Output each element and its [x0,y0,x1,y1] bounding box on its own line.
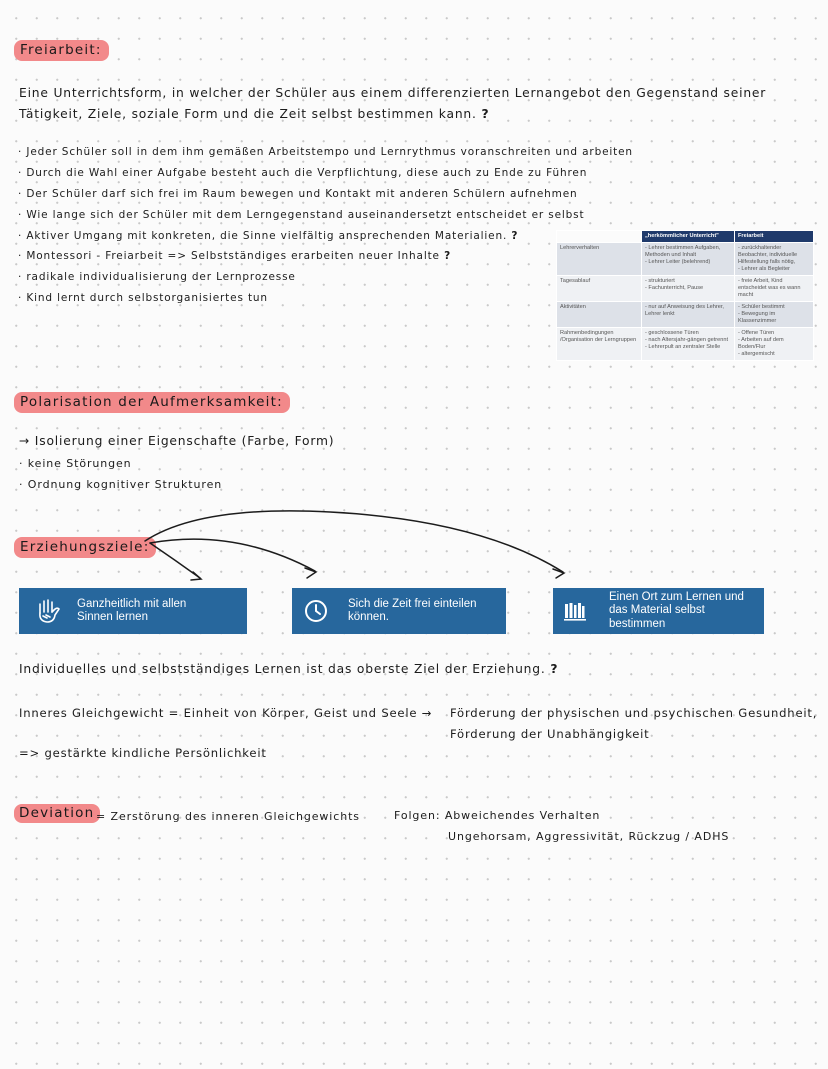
goal-card-place [553,588,764,634]
table-cell: Lehrerverhalten [557,242,642,275]
question-mark-icon: ? [550,662,559,676]
bullet-item: · Wie lange sich der Schüler mit dem Lerngegenstand auseinandersetzt entscheidet er selbst [18,209,585,221]
summary-line [19,662,558,676]
definition-line-2-text: Tätigkeit, Ziele, soziale Form und die Zeit selbst bestimmen kann. [19,107,477,121]
deviation-term: Deviation [14,804,100,823]
bullet-text: · Montessori - Freiarbeit => Selbstständiges erarbeiten neuer Inhalte [18,250,440,262]
books-icon [555,600,595,622]
clock-icon [296,598,336,624]
table-cell: - Schüler bestimmt - Bewegung im Klassenzimmer [735,301,814,327]
table-cell: - freie Arbeit, Kind entscheidet was es wann macht [735,275,814,301]
foerderung-line-1: Förderung der physischen und psychischen Gesundheit, [450,706,818,720]
table-cell: Rahmenbedingungen /Organisation der Lerngruppen [557,327,642,360]
table-cell: - geschlossene Türen - nach Altersjahr-gängen getrennt - Lehrerpult an zentraler Stelle [642,327,735,360]
goal-card-time [292,588,506,634]
goal-card-holistic [19,588,247,634]
polarisation-line: · keine Störungen [19,457,132,470]
table-header-cell: „herkömmlicher Unterricht" [642,231,735,243]
persoenlichkeit-line: => gestärkte kindliche Persönlichkeit [19,746,267,760]
definition-line-1: Eine Unterrichtsform, in welcher der Schüler aus einem differenzierten Lernangebot den Gegenstand seiner [19,86,767,100]
bullet-item: · radikale individualisierung der Lernprozesse [18,271,296,283]
bullet-text: · Aktiver Umgang mit konkreten, die Sinne vielfältig ansprechenden Materialien. [18,230,508,242]
table-cell: - nur auf Anweisung des Lehrer, Lehrer lenkt [642,301,735,327]
question-mark-icon: ? [444,250,452,262]
arrowhead-icon [305,568,316,578]
table-cell: - Lehrer bestimmen Aufgaben, Methoden und Inhalt - Lehrer Leiter (belehrend) [642,242,735,275]
bullet-item: · Der Schüler darf sich frei im Raum bewegen und Kontakt mit anderen Schülern aufnehmen [18,188,578,200]
freiarbeit-heading: Freiarbeit: [14,40,109,61]
arrow-to-card-1 [150,543,200,578]
polarisation-line: → Isolierung einer Eigenschafte (Farbe, Form) [19,434,335,448]
gleichgewicht-line: Inneres Gleichgewicht = Einheit von Körper, Geist und Seele → [19,706,433,720]
table-cell: - Offene Türen - Arbeiten auf dem Boden/Flur - altergemischt [735,327,814,360]
deviation-definition: = Zerstörung des inneren Gleichgewichts [96,810,360,823]
arrow-to-card-3 [145,511,563,572]
arrow-to-card-2 [150,539,315,571]
foerderung-line-2: Förderung der Unabhängigkeit [450,727,650,741]
deviation-folgen-list: Ungehorsam, Aggressivität, Rückzug / ADHS [448,830,730,843]
summary-text: Individuelles und selbstständiges Lernen ist das oberste Ziel der Erziehung. [19,662,546,676]
table-cell: - strukturiert - Fachunterricht, Pause [642,275,735,301]
polarisation-heading: Polarisation der Aufmerksamkeit: [14,392,290,413]
table-header-cell: Freiarbeit [735,231,814,243]
hand-icon [29,597,69,625]
bullet-item: · Durch die Wahl einer Aufgabe besteht auch die Verpflichtung, diese auch zu Ende zu Führen [18,167,588,179]
question-mark-icon: ? [481,107,490,121]
goal-card-label: Ganzheitlich mit allen Sinnen lernen [77,597,187,623]
bullet-item: · Kind lernt durch selbstorganisiertes tun [18,292,268,304]
bullet-item: · Jeder Schüler soll in dem ihm gemäßen Arbeitstempo und Lernrythmus voranschreiten und arbeiten [18,146,633,158]
goal-card-label: Sich die Zeit frei einteilen können. [348,597,477,623]
table-cell: Tagesablauf [557,275,642,301]
table-cell: Aktivitäten [557,301,642,327]
goal-card-label: Einen Ort zum Lernen und das Material selbst bestimmen [609,590,744,630]
question-mark-icon: ? [511,230,519,242]
table-cell: - zurückhaltender Beobachter, individuelle Hilfestellung falls nötig, - Lehrer als Begleiter [735,242,814,275]
deviation-folgen: Folgen: Abweichendes Verhalten [394,809,601,822]
arrowhead-icon [553,569,564,578]
erziehungsziele-heading: Erziehungsziele: [14,537,156,558]
polarisation-line: · Ordnung kognitiver Strukturen [19,478,223,491]
